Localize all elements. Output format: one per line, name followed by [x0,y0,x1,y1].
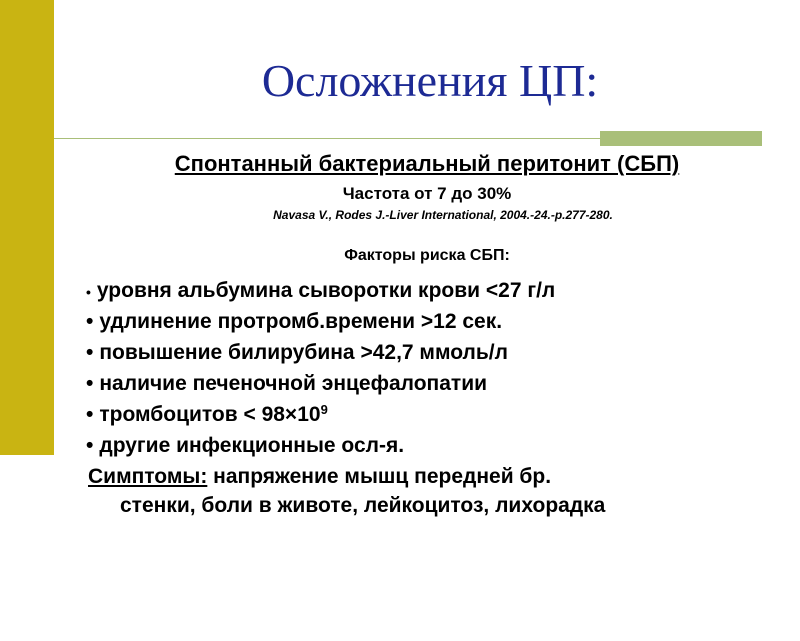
left-accent-bar [0,0,54,455]
symptoms-label: Симптомы: [88,465,208,488]
symptoms-text-1: напряжение мышц передней бр. [207,465,552,488]
title-divider-block [600,131,762,146]
risk-factor-item [86,430,555,461]
frequency-text: Частота от 7 до 30% [342,184,512,203]
platelet-exponent: 9 [320,402,328,417]
bullet-icon: • [86,403,94,426]
bullet-icon: • [86,284,91,300]
bullet-icon: • [86,434,94,457]
risk-factor-text: наличие печеночной энцефалопатии [99,372,488,395]
risk-factor-item [86,306,555,337]
bullet-icon: • [86,372,94,395]
subtitle: Спонтанный бактериальный перитонит (СБП) [174,151,680,176]
risk-factor-item [86,399,555,430]
slide-title: Осложнения ЦП: [261,55,599,106]
risk-factor-item [86,337,555,368]
risk-factor-text: уровня альбумина сыворотки крови <27 г/л [96,279,556,302]
bullet-icon: • [86,341,94,364]
symptoms-line-1 [88,462,778,491]
risk-factor-text: повышение билирубина >42,7 ммоль/л [99,341,508,364]
symptoms-text-2: стенки, боли в животе, лейкоцитоз, лихорадка [120,494,606,517]
title-divider-line [54,138,600,139]
symptoms-block [88,462,778,520]
bullet-icon: • [86,310,94,333]
risk-factor-text: другие инфекционные осл-я. [99,434,405,457]
risk-factors-list [86,275,555,461]
risk-factor-text: удлинение протромб.времени >12 сек. [99,310,503,333]
risk-factor-item [86,275,555,306]
risk-factor-item [86,368,555,399]
citation: Navasa V., Rodes J.-Liver International, 2004.-24.-p.277-280. [273,208,613,222]
risk-factors-heading: Факторы риска СБП: [344,247,510,264]
risk-factor-text: тромбоцитов < 98×10 [99,403,321,426]
